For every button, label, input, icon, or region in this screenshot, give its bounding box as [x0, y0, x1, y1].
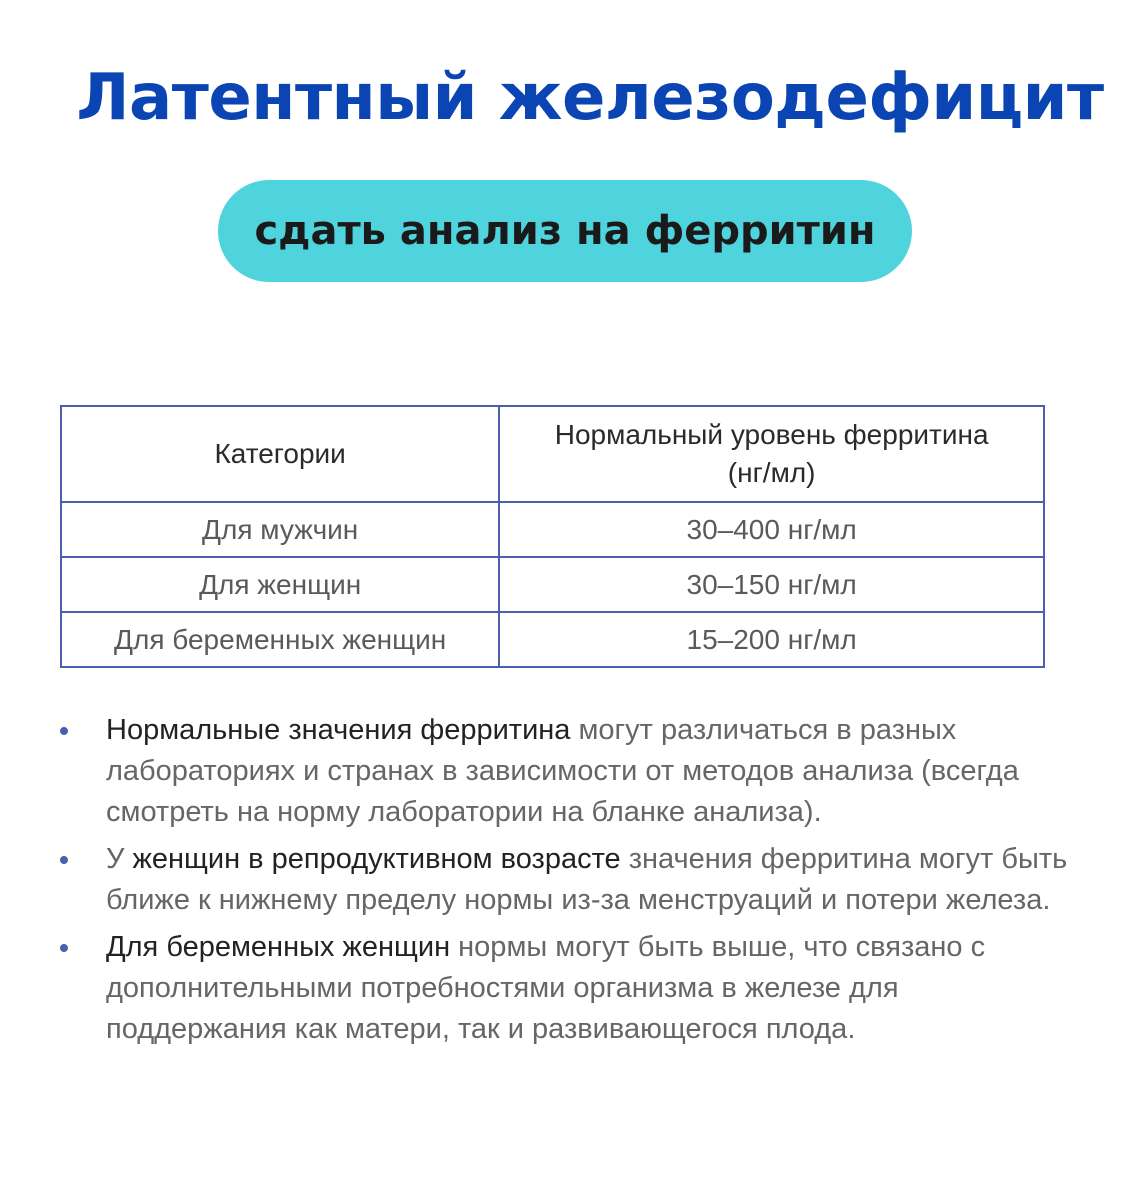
table-row [61, 557, 1044, 612]
note-text: нормы могут быть выше, что связано с дополнительными потребностями организма в железе для поддержания как матери, так и развивающегося плода. [106, 931, 986, 1045]
page-title: Латентный железодефицит [76, 61, 1104, 135]
bullet-dot-icon [60, 727, 68, 735]
bullet-dot-icon [60, 856, 68, 864]
note-emphasis: Для беременных женщин [106, 931, 451, 963]
note-prefix: У [106, 843, 133, 875]
row-category: Для женщин [61, 557, 499, 612]
note-text: могут различаться в разных лабораториях и странах в зависимости от методов анализа (всегда смотреть на норму лаборатории на бланке анализа). [106, 714, 1019, 828]
list-item [60, 927, 1070, 1050]
row-value: 30–150 нг/мл [499, 557, 1044, 612]
row-value: 15–200 нг/мл [499, 612, 1044, 667]
ferritin-norms-table [60, 405, 1045, 668]
notes-list [60, 710, 1070, 1056]
table-row [61, 502, 1044, 557]
header-category: Категории [61, 406, 499, 502]
ferritin-test-badge: сдать анализ на ферритин [218, 180, 912, 282]
note-emphasis: женщин в репродуктивном возрасте [132, 843, 621, 875]
list-item [60, 710, 1070, 833]
note-text: значения ферритина могут быть ближе к нижнему пределу нормы из-за менструаций и потери железа. [106, 843, 1068, 916]
row-value: 30–400 нг/мл [499, 502, 1044, 557]
bullet-dot-icon [60, 944, 68, 952]
list-item [60, 839, 1070, 921]
table-row [61, 612, 1044, 667]
row-category: Для беременных женщин [61, 612, 499, 667]
table-header-row [61, 406, 1044, 502]
header-normal-level-title: Нормальный уровень ферритина [554, 419, 989, 450]
header-normal-level [499, 406, 1044, 502]
row-category: Для мужчин [61, 502, 499, 557]
note-emphasis: Нормальные значения ферритина [106, 714, 571, 746]
header-normal-level-unit: (нг/мл) [727, 457, 816, 488]
